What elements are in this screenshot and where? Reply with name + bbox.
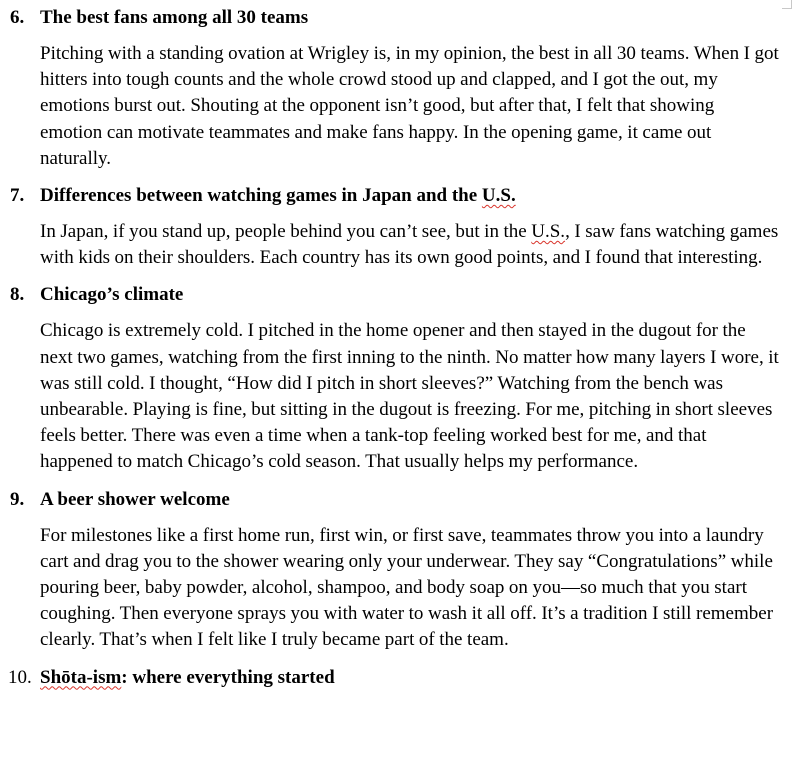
section-title: : where everything started — [121, 666, 335, 688]
section-7 — [0, 183, 792, 271]
body-text-segment: , I saw fans watching games with kids on their shoulders. Each country has its own good points, and I found that interesting. — [40, 221, 779, 269]
list-number: 6. — [10, 7, 25, 28]
section-6 — [0, 5, 792, 172]
section-9 — [0, 487, 792, 654]
section-8 — [0, 282, 792, 475]
section-title: A beer shower welcome — [40, 488, 230, 510]
list-number: 9. — [10, 488, 25, 510]
section-title: Chicago’s climate — [40, 284, 184, 306]
section-title: The best fans among all 30 teams — [40, 7, 309, 28]
section-title: Differences between watching games in Japan and the — [40, 185, 482, 207]
body-text-segment: In Japan, if you stand up, people behind you can’t see, but in the — [40, 221, 532, 243]
list-number: 10. — [8, 666, 32, 688]
section-heading — [0, 5, 792, 31]
section-10 — [0, 665, 792, 691]
section-body — [40, 219, 780, 271]
section-body: For milestones like a first home run, first win, or first save, teammates throw you into a laundry cart and drag you to the shower wearing only your underwear. They say “Congratulations” while pouring beer, baby powder, alcohol, shampoo, and body soap on you—so much that you start coughing. Then everyone sprays you with water to wash it all off. It’s a tradition I still remember clearly. That’s when I felt like I truly became part of the team. — [40, 524, 774, 651]
spellcheck-flagged-word[interactable]: U.S. — [531, 221, 566, 243]
section-heading — [0, 665, 792, 691]
section-heading — [0, 487, 792, 513]
spellcheck-flagged-word[interactable]: U.S. — [481, 185, 516, 207]
section-heading — [0, 282, 792, 308]
spellcheck-flagged-word[interactable]: Shōta-ism — [40, 666, 122, 688]
list-number: 8. — [10, 284, 25, 306]
section-heading — [0, 183, 792, 209]
section-body: Pitching with a standing ovation at Wrigley is, in my opinion, the best in all 30 teams. When I got hitters into tough counts and the whole crowd stood up and clapped, and I got the out, my emotions burst out. Shouting at the opponent isn’t good, but after that, I felt that showing emotion can motivate teammates and make fans happy. In the opening game, it came out naturally. — [40, 43, 779, 169]
section-body: Chicago is extremely cold. I pitched in the home opener and then stayed in the dugout for the next two games, watching from the first inning to the ninth. No matter how many layers I wore, it was still cold. I thought, “How did I pitch in short sleeves?” Watching from the bench was unbearable. Playing is fine, but sitting in the dugout is freezing. For me, pitching in short sleeves feels better. There was even a time when a tank-top feeling worked best for me, and that happened to match Chicago’s cold season. That usually helps my performance. — [40, 320, 779, 473]
list-number: 7. — [10, 185, 25, 207]
